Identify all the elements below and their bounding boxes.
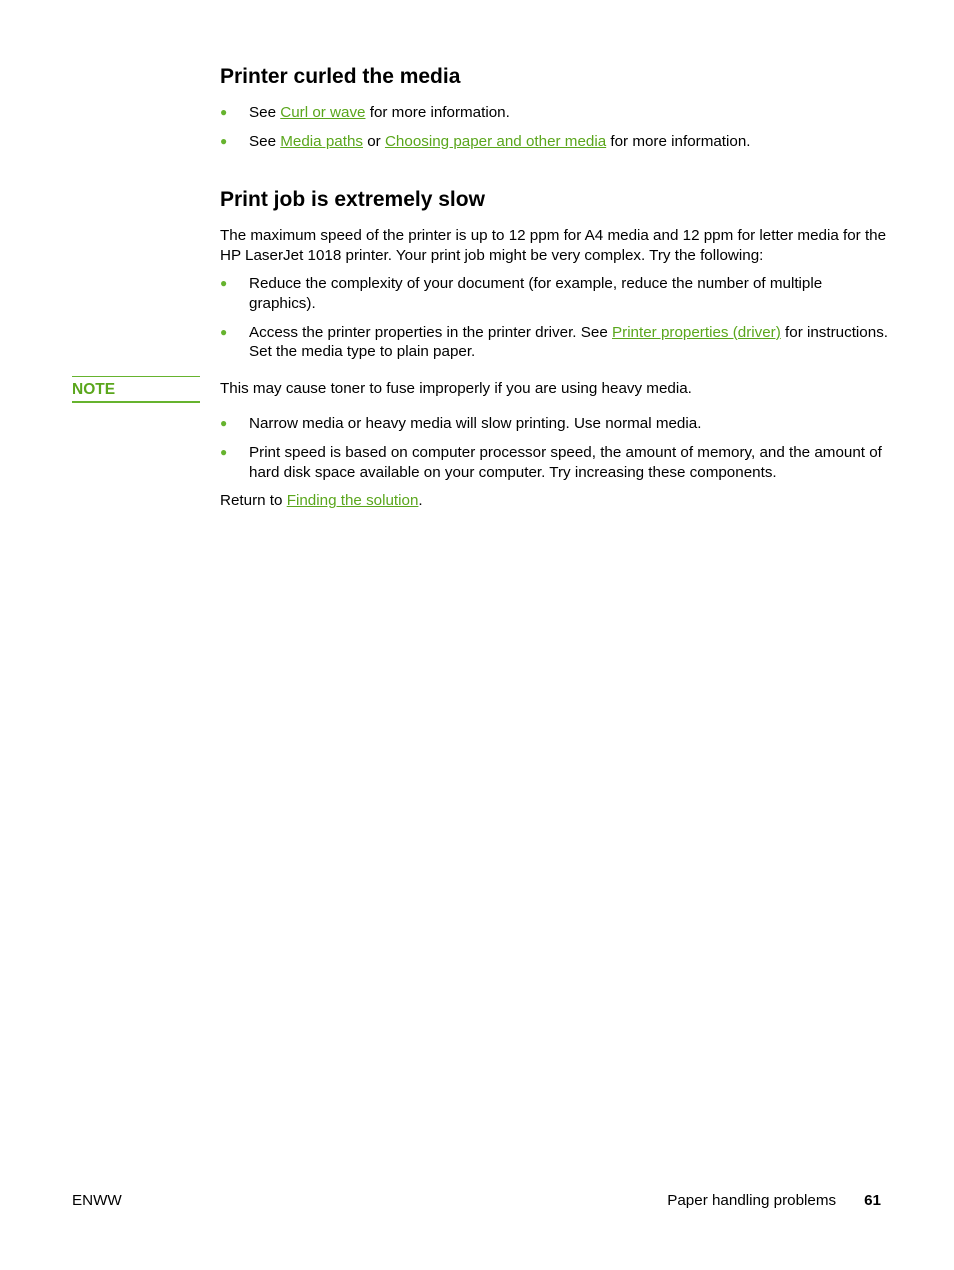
- intro-paragraph: The maximum speed of the printer is up to 12 ppm for A4 media and 12 ppm for letter media for the HP LaserJet 1018 printer. Your print job might be very complex. Try the following:: [220, 227, 887, 264]
- footer-right: [667, 1192, 881, 1209]
- text: See: [249, 104, 281, 121]
- link-finding-solution[interactable]: Finding the solution: [286, 492, 419, 509]
- link-choosing-paper[interactable]: Choosing paper and other media: [384, 133, 607, 150]
- slow-bullet-list-1: [220, 274, 890, 371]
- text: See: [249, 133, 281, 150]
- footer-left: ENWW: [72, 1192, 122, 1209]
- bullet-icon: ●: [220, 416, 228, 430]
- list-item: [220, 132, 890, 152]
- text: Print speed is based on computer processor speed, the amount of memory, and the amount of hard disk space available on your computer. Try increasing these components.: [249, 444, 882, 481]
- note-text: This may cause toner to fuse improperly if you are using heavy media.: [220, 380, 692, 397]
- curled-bullet-list: [220, 103, 890, 161]
- link-curl-or-wave[interactable]: Curl or wave: [280, 104, 366, 121]
- text: Reduce the complexity of your document (for example, reduce the number of multiple graphics).: [249, 275, 823, 312]
- text: for instructions. Set the media type to plain paper.: [249, 323, 889, 360]
- return-paragraph: [220, 491, 890, 511]
- bullet-icon: ●: [220, 276, 228, 290]
- list-item: [220, 323, 890, 362]
- page-number: 61: [864, 1192, 881, 1209]
- bullet-icon: ●: [220, 105, 228, 119]
- footer-section: Paper handling problems: [667, 1192, 837, 1209]
- text: Access the printer properties in the printer driver. See: [249, 323, 612, 341]
- bullet-icon: ●: [220, 134, 228, 148]
- text: .: [418, 492, 423, 509]
- list-item: [220, 274, 890, 313]
- list-item: [220, 103, 890, 123]
- note-label: NOTE: [72, 376, 200, 403]
- slow-bullet-list-2: [220, 414, 890, 492]
- heading-printer-curled: Printer curled the media: [220, 65, 461, 88]
- link-printer-properties[interactable]: Printer properties (driver): [612, 323, 781, 341]
- list-item: [220, 443, 890, 482]
- bullet-icon: ●: [220, 445, 228, 459]
- text: for more information.: [606, 133, 751, 150]
- link-media-paths[interactable]: Media paths: [280, 133, 363, 150]
- heading-print-job-slow: Print job is extremely slow: [220, 188, 485, 211]
- list-item: [220, 414, 890, 434]
- text: for more information.: [365, 104, 510, 121]
- text: or: [363, 133, 385, 150]
- bullet-icon: ●: [220, 324, 228, 339]
- text: Narrow media or heavy media will slow printing. Use normal media.: [249, 415, 702, 432]
- text: Return to: [220, 492, 287, 509]
